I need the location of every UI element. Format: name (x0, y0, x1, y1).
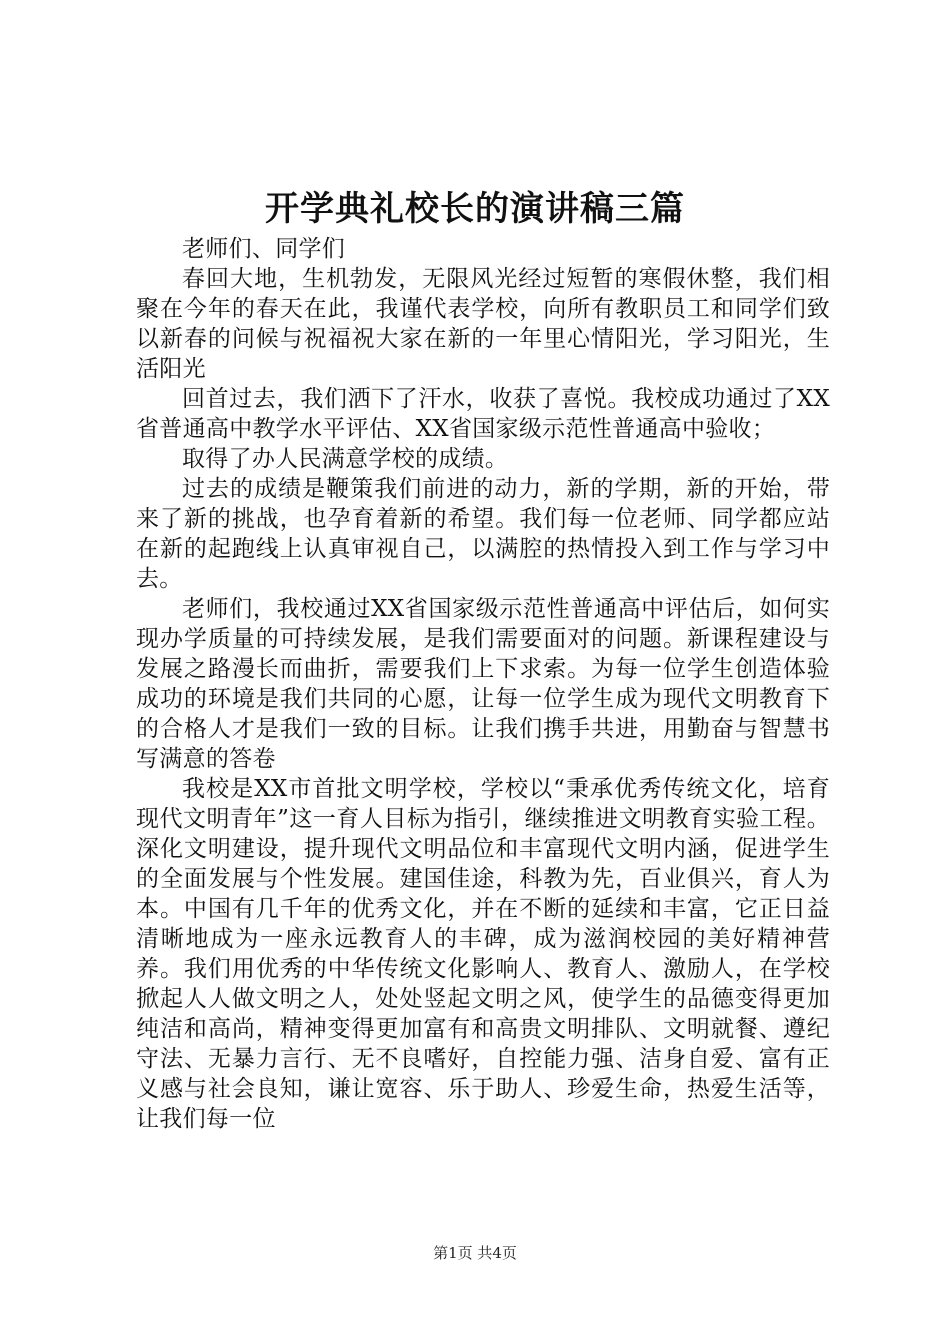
paragraph-teachers: 老师们，我校通过XX省国家级示范性普通高中评估后，如何实现办学质量的可持续发展，是我们需要面对的问题。新课程建设与发展之路漫长而曲折，需要我们上下求索。为每一位学生创造体验成功的环境是我们共同的心愿，让每一位学生成为现代文明教育下的合格人才是我们一致的目标。让我们携手共进，用勤奋与智慧书写满意的答卷 (136, 596, 830, 772)
paragraph-civilization: 我校是XX市首批文明学校，学校以“秉承优秀传统文化，培育现代文明青年”这一育人目标为指引，继续推进文明教育实验工程。深化文明建设，提升现代文明品位和丰富现代文明内涵，促进学生的全面发展与个性发展。建国佳途，科教为先，百业俱兴，育人为本。中国有几千年的优秀文化，并在不断的延续和丰富，它正日益清晰地成为一座永远教育人的丰碑，成为滋润校园的美好精神营养。我们用优秀的中华传统文化影响人、教育人、激励人，在学校掀起人人做文明之人，处处竖起文明之风，使学生的品德变得更加纯洁和高尚，精神变得更加富有和高贵文明排队、文明就餐、遵纪守法、无暴力言行、无不良嗜好，自控能力强、洁身自爱、富有正义感与社会良知，谦让宽容、乐于助人、珍爱生命，热爱生活等，让我们每一位 (136, 776, 830, 1132)
page-indicator: 第1页 共4页 (433, 1244, 517, 1262)
paragraph-greeting: 老师们、同学们 (182, 236, 346, 262)
document-body (136, 234, 830, 1134)
paragraph-review: 回首过去，我们洒下了汗水，收获了喜悦。我校成功通过了XX省普通高中教学水平评估、XX省国家级示范性普通高中验收； (136, 386, 830, 442)
paragraph-spring: 春回大地，生机勃发，无限风光经过短暂的寒假休整，我们相聚在今年的春天在此，我谨代表学校，向所有教职员工和同学们致以新春的问候与祝福祝大家在新的一年里心情阳光，学习阳光，生活阳光 (136, 266, 830, 382)
paragraph-new-semester: 过去的成绩是鞭策我们前进的动力，新的学期，新的开始，带来了新的挑战，也孕育着新的希望。我们每一位老师、同学都应站在新的起跑线上认真审视自己，以满腔的热情投入到工作与学习中去。 (136, 476, 830, 592)
paragraph-achievement: 取得了办人民满意学校的成绩。 (182, 446, 509, 472)
document-title: 开学典礼校长的演讲稿三篇 (265, 189, 685, 229)
